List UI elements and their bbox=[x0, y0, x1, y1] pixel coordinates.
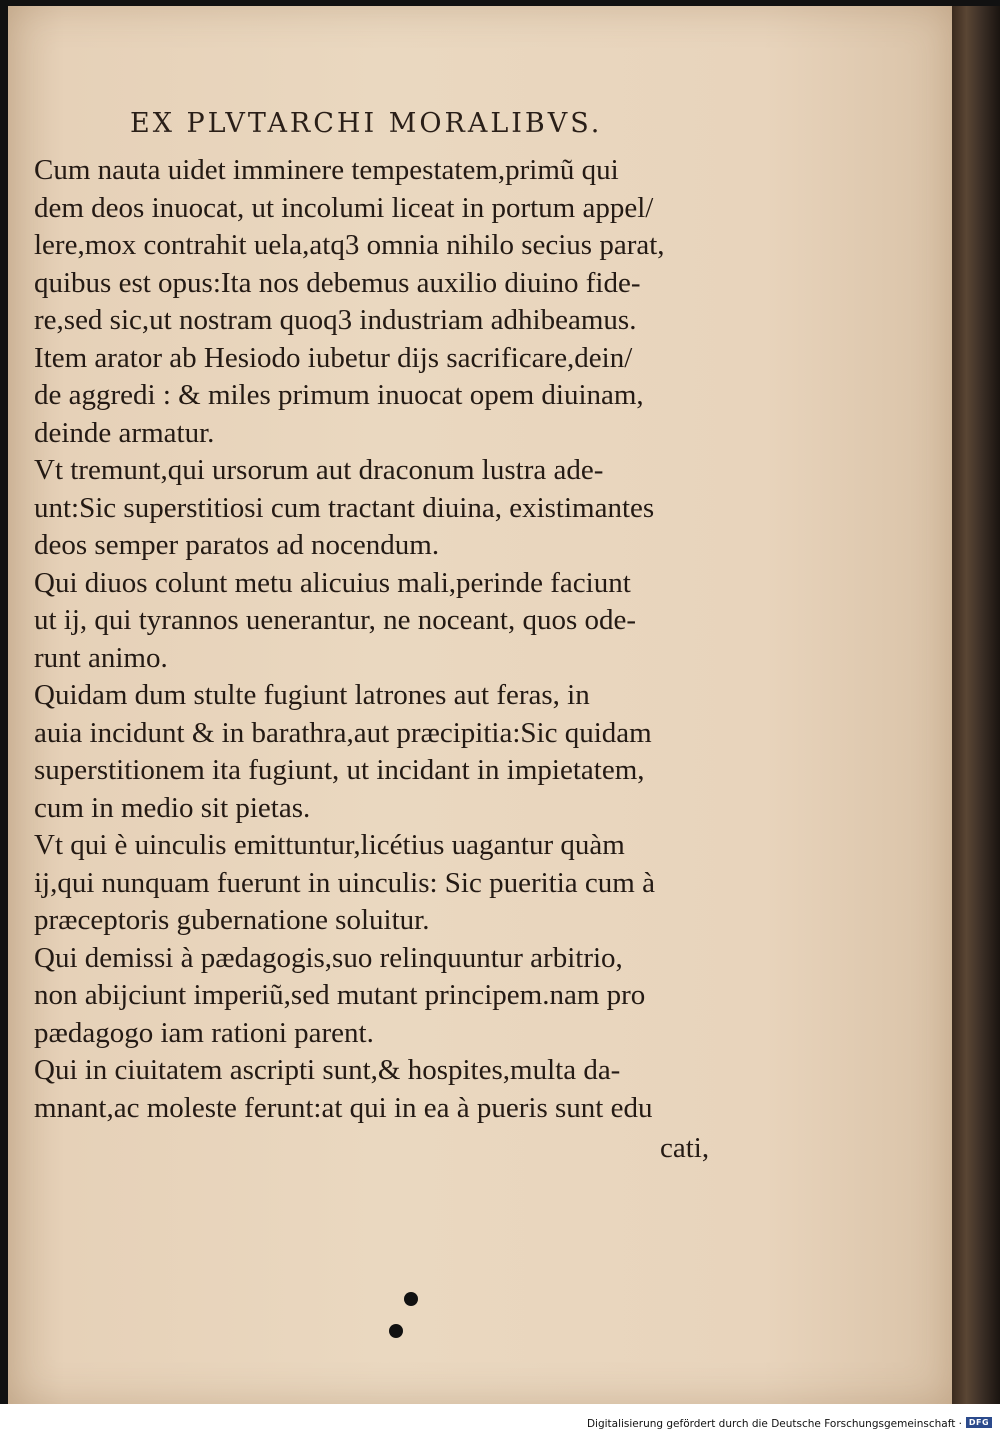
text-line: deos semper paratos ad nocendum. bbox=[34, 529, 440, 561]
ink-mark-upper bbox=[404, 1292, 418, 1306]
dfg-logo: DFG bbox=[966, 1417, 992, 1428]
catchword: cati, bbox=[660, 1132, 710, 1164]
text-line: non abijciunt imperiũ,sed mutant principem.nam pro bbox=[34, 979, 646, 1011]
text-line: dem deos inuocat, ut incolumi liceat in portum appel/ bbox=[34, 191, 654, 224]
footer-credit: Digitalisierung gefördert durch die Deutsche Forschungsgemeinschaft · bbox=[586, 1418, 962, 1430]
text-line: superstitionem ita fugiunt, ut incidant in impietatem, bbox=[34, 754, 645, 786]
text-line: mnant,ac moleste ferunt:at qui in ea à pueris sunt edu bbox=[34, 1091, 653, 1124]
text-line: cum in medio sit pietas. bbox=[34, 791, 311, 824]
text-line: Qui in ciuitatem ascripti sunt,& hospites,multa da- bbox=[34, 1054, 621, 1086]
text-line: ut ij, qui tyrannos uenerantur, ne noceant, quos ode- bbox=[34, 604, 637, 636]
text-line: Item arator ab Hesiodo iubetur dijs sacrificare,dein/ bbox=[34, 341, 633, 374]
text-line: lere,mox contrahit uela,atq3 omnia nihilo secius parat, bbox=[34, 229, 665, 261]
text-line: ij,qui nunquam fuerunt in uinculis: Sic pueritia cum à bbox=[34, 866, 655, 899]
text-line: auia incidunt & in barathra,aut præcipitia:Sic quidam bbox=[34, 716, 652, 749]
text-line: re,sed sic,ut nostram quoq3 industriam adhibeamus. bbox=[34, 304, 637, 336]
text-line: runt animo. bbox=[34, 641, 168, 674]
text-line: Cum nauta uidet imminere tempestatem,primũ qui bbox=[34, 154, 619, 186]
text-line: quibus est opus:Ita nos debemus auxilio diuino fide- bbox=[34, 266, 641, 299]
ink-mark-lower bbox=[389, 1324, 403, 1338]
text-line: Vt qui è uinculis emittuntur,licétius uagantur quàm bbox=[34, 829, 625, 861]
page-edge bbox=[952, 6, 1000, 1404]
running-title: EX PLVTARCHI MORALIBVS. bbox=[130, 108, 603, 139]
text-line: præceptoris gubernatione soluitur. bbox=[34, 904, 430, 936]
text-line: pædagogo iam rationi parent. bbox=[34, 1016, 374, 1049]
text-line: de aggredi : & miles primum inuocat opem diuinam, bbox=[34, 379, 644, 411]
text-line: Vt tremunt,qui ursorum aut draconum lustra ade- bbox=[34, 454, 604, 486]
text-line: unt:Sic superstitiosi cum tractant diuina, existimantes bbox=[34, 491, 655, 524]
text-line: deinde armatur. bbox=[34, 416, 215, 449]
body-text bbox=[34, 152, 724, 1127]
text-line: Qui demissi à pædagogis,suo relinquuntur arbitrio, bbox=[34, 941, 623, 974]
text-line: Quidam dum stulte fugiunt latrones aut feras, in bbox=[34, 679, 590, 711]
text-line: Qui diuos colunt metu alicuius mali,perinde faciunt bbox=[34, 566, 631, 599]
